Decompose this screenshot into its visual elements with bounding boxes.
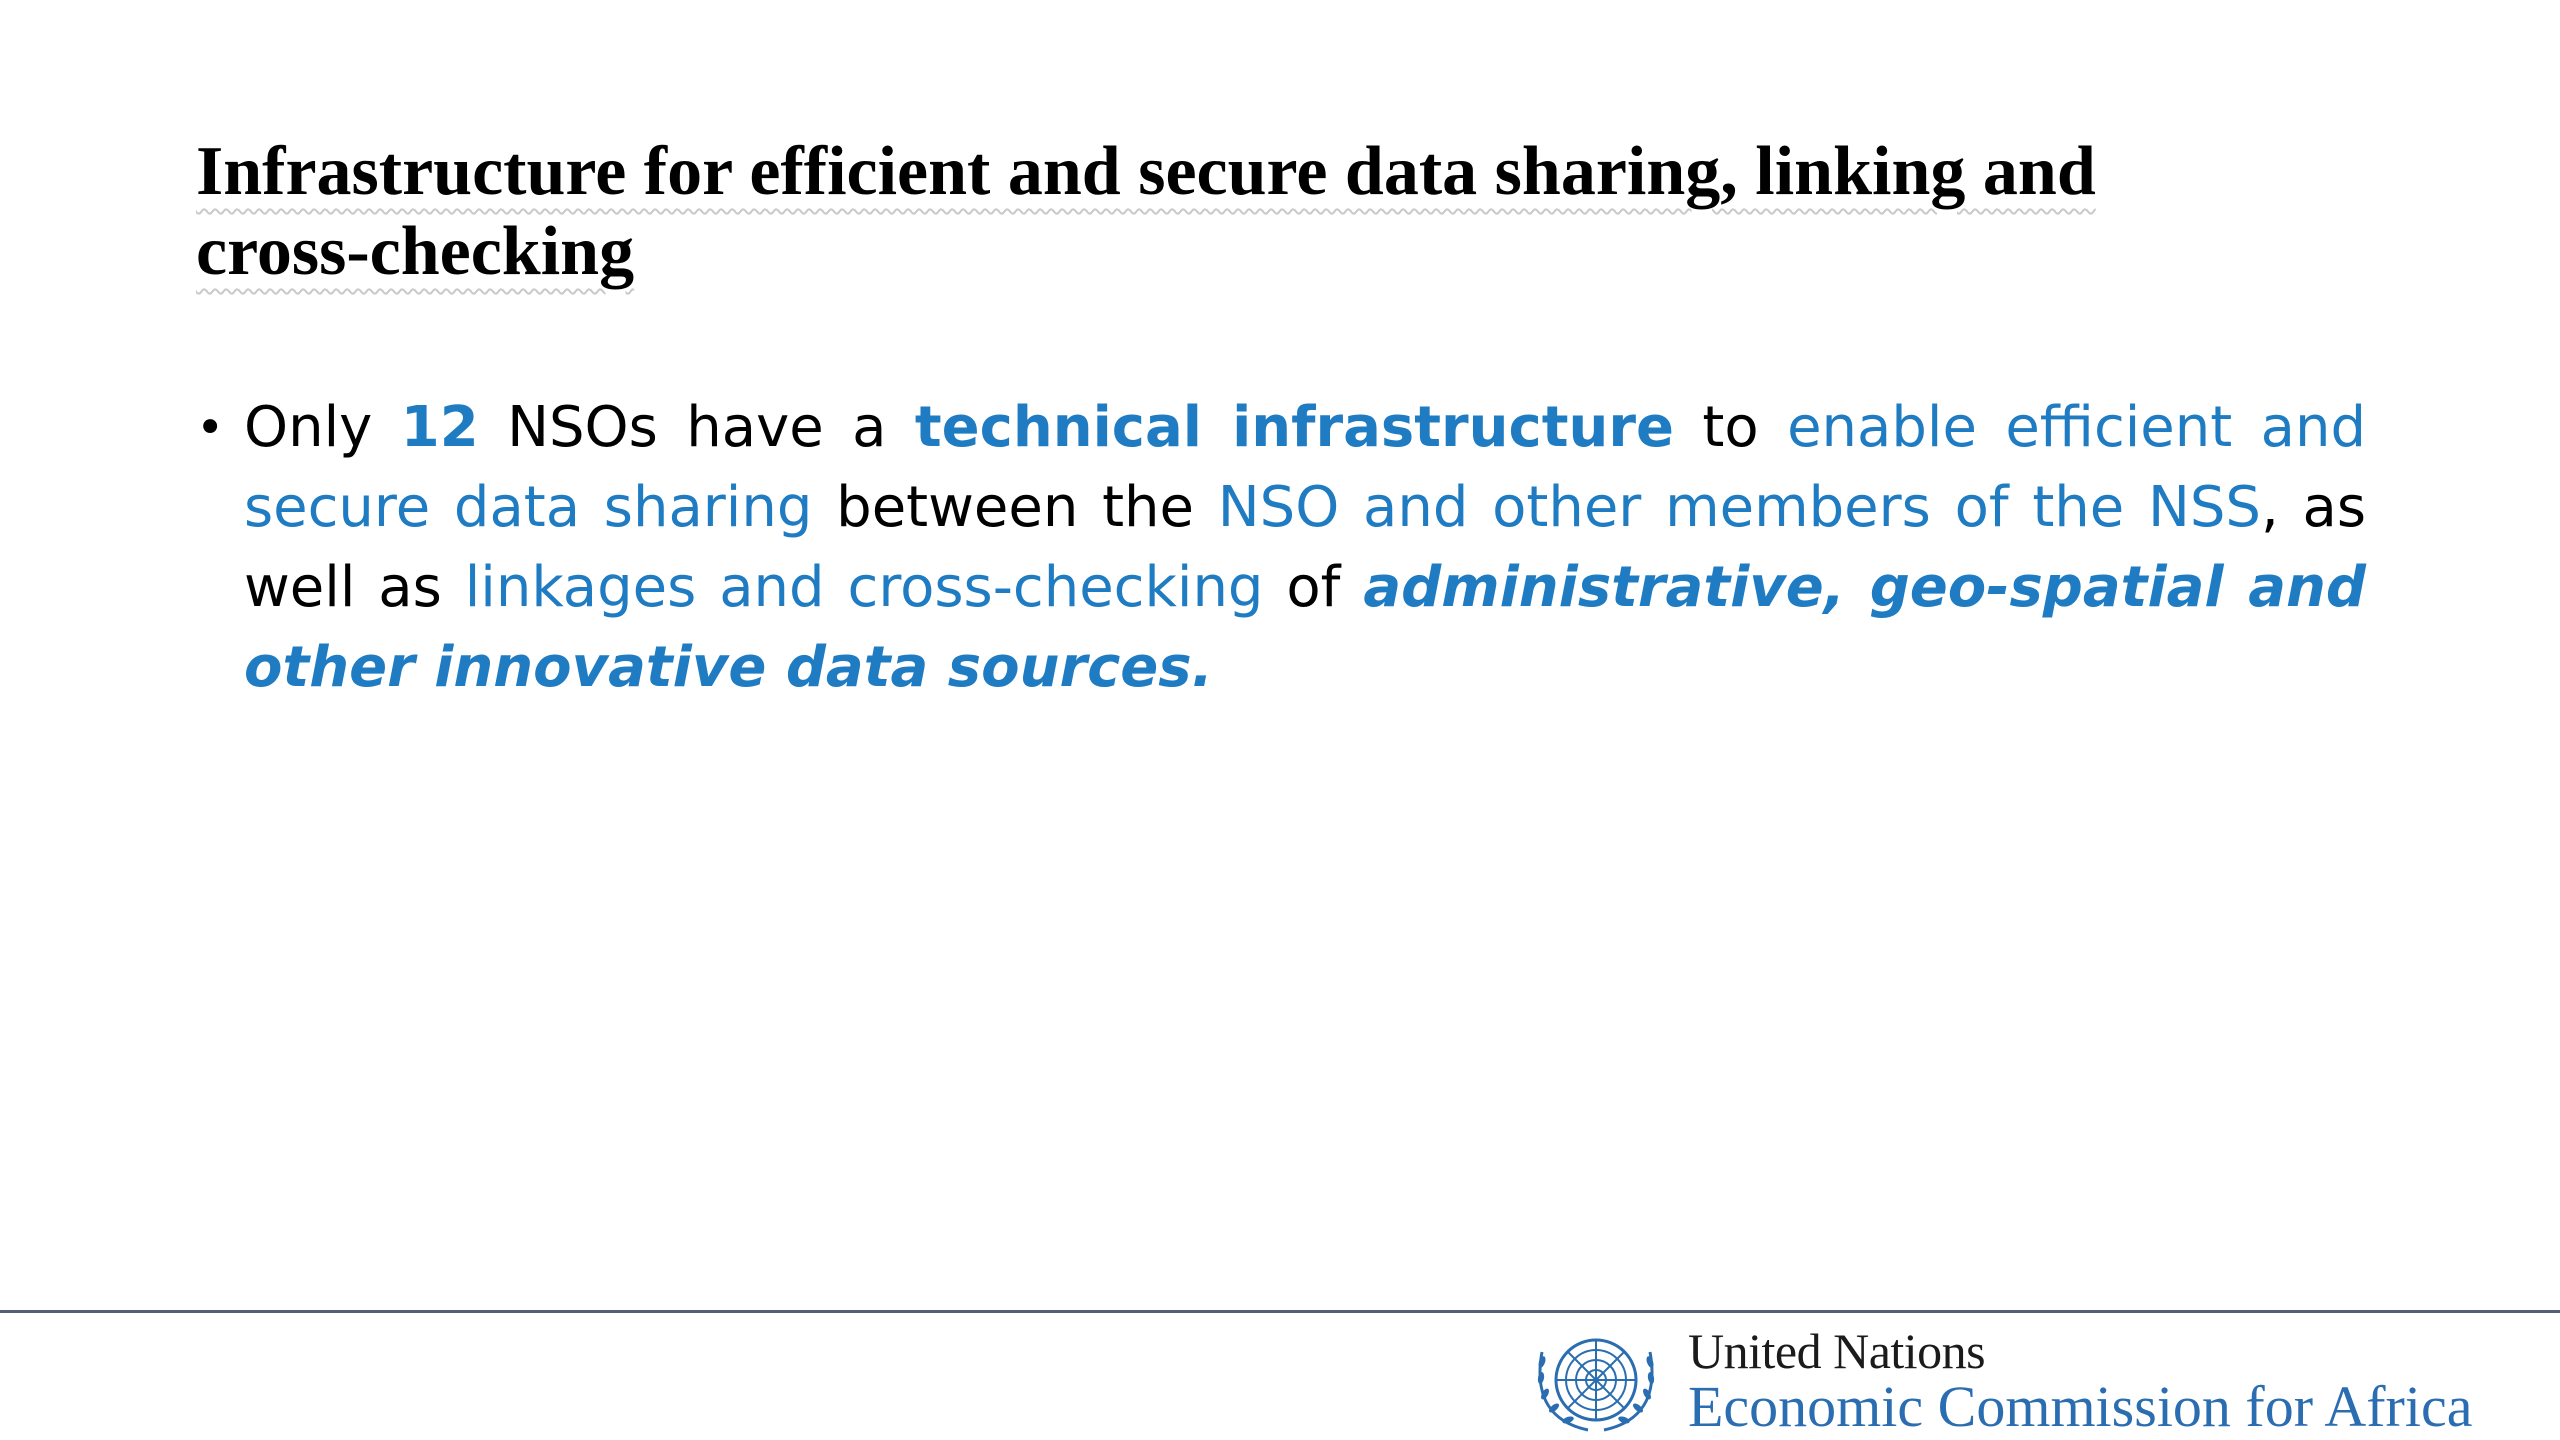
bullet-highlight-data-sources: administrative, geo-spatial and other innovative data sources.	[244, 555, 2367, 700]
bullet-highlight-count: 12	[400, 395, 479, 460]
bullet-text-as-well-as: , as well as	[244, 475, 2367, 620]
bullet-highlight-nss-members: NSO and other members of the NSS	[1217, 475, 2261, 540]
bullet-text-to: to	[1673, 395, 1788, 460]
slide-title	[196, 132, 2356, 292]
uneca-logo	[1528, 1322, 2472, 1440]
bullet-highlight-data-sharing: enable efficient and secure data sharing	[244, 395, 2366, 540]
bullet-highlight-technical-infrastructure: technical infrastructure	[914, 395, 1674, 460]
un-emblem-icon	[1528, 1322, 1664, 1440]
bullet-text-of: of	[1263, 555, 1364, 620]
commission-name-label: Economic Commission for Africa	[1688, 1374, 2473, 1439]
slide-title-line-1: Infrastructure for efficient and secure data sharing, linking and	[196, 133, 2096, 210]
footer-divider	[0, 1310, 2560, 1313]
slide-title-line-2: cross-checking	[196, 213, 635, 290]
bullet-item	[196, 388, 2366, 708]
bullet-highlight-linkages: linkages and cross-checking	[464, 555, 1264, 620]
bullet-text-between: between the	[812, 475, 1218, 540]
bullet-text-nsos-have: NSOs have a	[478, 395, 915, 460]
bullet-text	[244, 388, 2366, 708]
uneca-wordmark	[1688, 1323, 2473, 1439]
united-nations-label: United Nations	[1688, 1323, 1986, 1379]
bullet-marker: •	[196, 400, 225, 456]
bullet-text-only: Only	[244, 395, 401, 460]
